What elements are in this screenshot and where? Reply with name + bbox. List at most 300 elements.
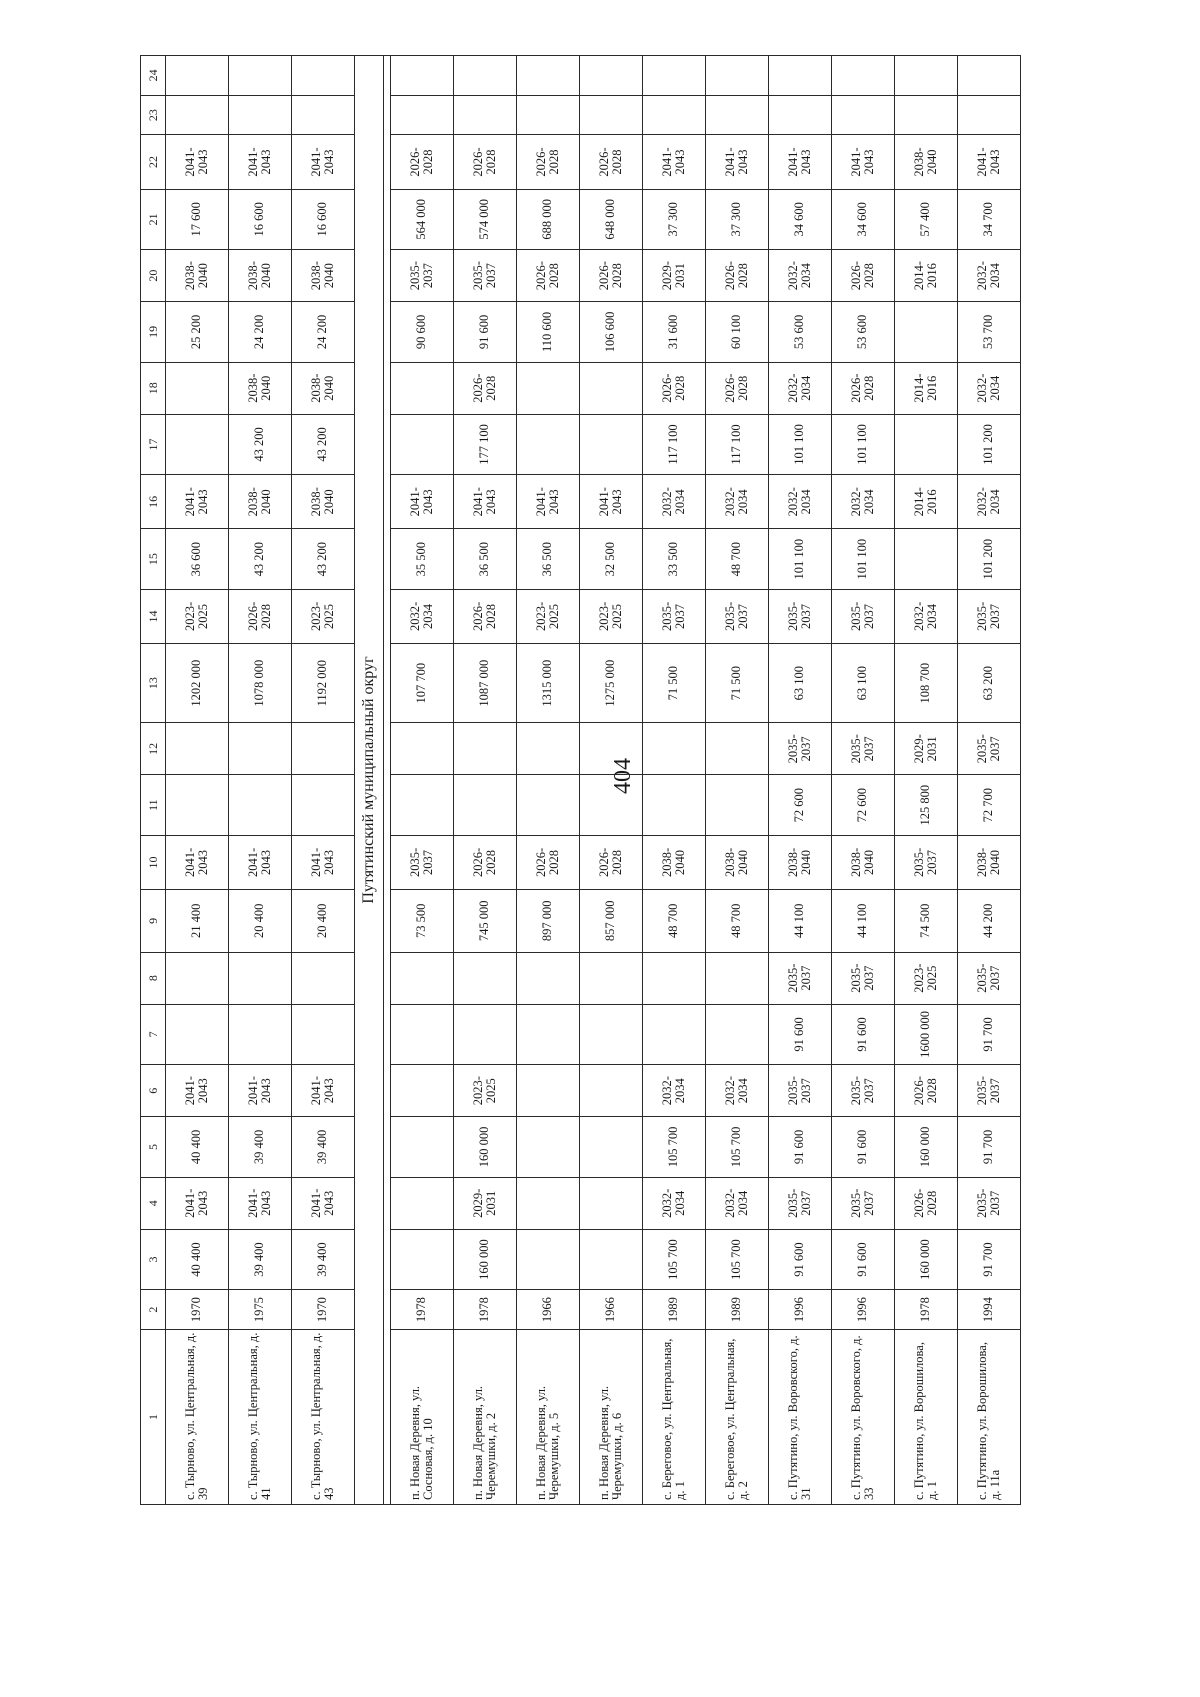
table-row [391,56,454,1505]
table-cell: 36 600 [166,529,229,589]
table-cell: 32 500 [580,529,643,589]
table-cell: 2041-2043 [166,475,229,529]
table-cell [706,95,769,135]
table-cell: 1989 [643,1290,706,1330]
table-cell: 33 500 [643,529,706,589]
column-number-header: 23 [141,95,166,135]
table-row [769,56,832,1505]
table-cell [643,95,706,135]
table-cell: 2038-2040 [292,475,355,529]
table-cell: 110 600 [517,302,580,362]
table-cell: 2041-2043 [832,135,895,189]
table-cell [706,723,769,775]
table-cell [229,952,292,1004]
table-cell: 48 700 [706,890,769,953]
column-number-header: 7 [141,1004,166,1064]
table-row [292,56,355,1505]
column-number-header: 9 [141,890,166,953]
table-cell: 60 100 [706,302,769,362]
table-cell: 2038-2040 [643,835,706,889]
table-cell: 63 100 [832,644,895,723]
table-cell [580,95,643,135]
table-cell [292,56,355,96]
table-cell: 1078 000 [229,644,292,723]
table-cell: 37 300 [706,189,769,249]
column-number-header: 15 [141,529,166,589]
spacer-row [384,56,391,1505]
table-cell: 1975 [229,1290,292,1330]
table-cell: 1600 000 [895,1004,958,1064]
table-cell: 2041-2043 [166,1177,229,1229]
table-cell: 2035-2037 [769,723,832,775]
table-cell: 2038-2040 [229,250,292,302]
table-cell: 564 000 [391,189,454,249]
table-cell [391,1177,454,1229]
table-cell: 57 400 [895,189,958,249]
table-cell: 108 700 [895,644,958,723]
table-cell [643,1004,706,1064]
table-cell [391,1117,454,1177]
column-number-header: 4 [141,1177,166,1229]
table-cell: 160 000 [895,1117,958,1177]
address-cell: п. Новая Деревня, ул. Черемушки, д. 5 [517,1329,580,1504]
table-cell [706,1004,769,1064]
table-cell: 2026-2028 [454,835,517,889]
page-number: 404 [610,758,636,794]
table-cell: 2041-2043 [229,135,292,189]
table-cell: 2032-2034 [832,475,895,529]
table-cell: 72 700 [958,775,1021,835]
table-cell [895,95,958,135]
table-cell: 91 700 [958,1117,1021,1177]
table-row [706,56,769,1505]
section-row [355,56,384,1505]
table-cell: 20 400 [229,890,292,953]
rotated-table-container [140,55,1080,1505]
table-cell [454,952,517,1004]
table-cell [391,414,454,474]
table-cell [454,56,517,96]
table-cell [895,56,958,96]
table-cell: 91 600 [769,1229,832,1289]
table-row [832,56,895,1505]
table-cell: 177 100 [454,414,517,474]
table-cell: 24 200 [229,302,292,362]
table-cell: 1996 [769,1290,832,1330]
address-cell: с. Путятино, ул. Ворошилова, д. 11а [958,1329,1021,1504]
table-cell: 39 400 [229,1229,292,1289]
table-cell: 34 700 [958,189,1021,249]
table-cell [517,723,580,775]
table-cell: 53 700 [958,302,1021,362]
table-row [643,56,706,1505]
table-cell: 74 500 [895,890,958,953]
table-row [895,56,958,1505]
table-cell: 2026-2028 [517,250,580,302]
address-cell: п. Новая Деревня, ул. Черемушки, д. 6 [580,1329,643,1504]
table-cell: 2041-2043 [292,1065,355,1117]
table-cell: 35 500 [391,529,454,589]
table-cell [391,775,454,835]
table-cell: 1996 [832,1290,895,1330]
table-cell: 2029-2031 [454,1177,517,1229]
table-cell: 91 600 [832,1117,895,1177]
table-cell [391,1065,454,1117]
table-cell: 2035-2037 [832,1177,895,1229]
table-cell: 2014-2016 [895,475,958,529]
table-cell: 2032-2034 [391,589,454,643]
column-number-header: 21 [141,189,166,249]
table-cell: 37 300 [643,189,706,249]
spacer-cell [384,56,391,1505]
table-cell [580,1177,643,1229]
table-cell: 2026-2028 [580,135,643,189]
table-cell: 1087 000 [454,644,517,723]
table-cell [229,1004,292,1064]
table-cell: 2041-2043 [292,135,355,189]
table-cell: 2035-2037 [832,723,895,775]
table-cell: 2038-2040 [832,835,895,889]
table-cell [895,302,958,362]
table-cell [454,723,517,775]
table-cell: 2035-2037 [643,589,706,643]
table-cell: 2023-2025 [517,589,580,643]
table-cell: 53 600 [832,302,895,362]
table-cell [706,775,769,835]
table-cell: 2035-2037 [958,1177,1021,1229]
table-cell [229,56,292,96]
table-cell: 48 700 [706,529,769,589]
table-cell: 2038-2040 [292,250,355,302]
table-cell: 2041-2043 [292,1177,355,1229]
table-cell: 2035-2037 [832,1065,895,1117]
table-cell: 91 600 [769,1004,832,1064]
table-cell [643,952,706,1004]
table-cell: 34 600 [769,189,832,249]
table-cell: 2041-2043 [229,835,292,889]
table-cell: 2032-2034 [643,1177,706,1229]
address-cell: с. Путятино, ул. Ворошилова, д. 1 [895,1329,958,1504]
table-cell [292,1004,355,1064]
table-cell: 1978 [895,1290,958,1330]
table-cell: 2026-2028 [832,250,895,302]
table-cell: 2041-2043 [166,135,229,189]
table-cell: 160 000 [454,1229,517,1289]
table-cell: 44 200 [958,890,1021,953]
table-body [141,56,1021,1505]
table-cell: 2035-2037 [958,952,1021,1004]
table-cell: 2041-2043 [643,135,706,189]
table-cell: 2038-2040 [292,362,355,414]
table-cell: 21 400 [166,890,229,953]
table-cell: 39 400 [292,1229,355,1289]
address-cell: с. Береговое, ул. Центральная, д. 1 [643,1329,706,1504]
column-number-header: 13 [141,644,166,723]
address-cell: с. Береговое, ул. Центральная, д. 2 [706,1329,769,1504]
table-cell: 1275 000 [580,644,643,723]
table-cell: 1202 000 [166,644,229,723]
table-cell: 2041-2043 [769,135,832,189]
table-cell: 1966 [580,1290,643,1330]
table-cell: 2038-2040 [706,835,769,889]
table-cell [517,952,580,1004]
table-cell: 2023-2025 [292,589,355,643]
column-number-header: 18 [141,362,166,414]
table-cell [580,1117,643,1177]
table-cell: 101 100 [832,414,895,474]
table-cell [643,723,706,775]
table-cell: 16 600 [229,189,292,249]
table-cell: 101 100 [832,529,895,589]
table-cell [769,95,832,135]
table-cell: 101 100 [769,529,832,589]
table-cell: 2035-2037 [832,952,895,1004]
table-cell: 117 100 [706,414,769,474]
table-cell: 2023-2025 [454,1065,517,1117]
table-cell: 2032-2034 [958,250,1021,302]
table-cell [517,362,580,414]
column-number-header: 6 [141,1065,166,1117]
table-cell: 90 600 [391,302,454,362]
table-cell: 2038-2040 [229,362,292,414]
table-cell: 53 600 [769,302,832,362]
table-row [229,56,292,1505]
table-cell [580,1229,643,1289]
column-number-header: 8 [141,952,166,1004]
column-number-header: 2 [141,1290,166,1330]
table-cell: 2023-2025 [166,589,229,643]
table-cell: 106 600 [580,302,643,362]
column-number-header: 17 [141,414,166,474]
table-cell: 1192 000 [292,644,355,723]
column-number-header: 11 [141,775,166,835]
table-cell: 91 600 [832,1229,895,1289]
table-cell: 2041-2043 [580,475,643,529]
column-number-header: 1 [141,1329,166,1504]
table-cell [769,56,832,96]
table-cell [391,723,454,775]
table-cell: 1970 [292,1290,355,1330]
table-cell: 2041-2043 [229,1177,292,1229]
table-cell: 91 600 [769,1117,832,1177]
table-row [166,56,229,1505]
table-cell [166,1004,229,1064]
table-cell: 2026-2028 [517,835,580,889]
table-cell: 2035-2037 [895,835,958,889]
table-cell: 101 100 [769,414,832,474]
table-cell [580,723,643,775]
address-cell: п. Новая Деревня, ул. Сосновая, д. 10 [391,1329,454,1504]
column-number-header: 19 [141,302,166,362]
table-cell: 2032-2034 [958,475,1021,529]
column-number-header: 5 [141,1117,166,1177]
table-cell: 2032-2034 [706,1065,769,1117]
table-cell: 2035-2037 [832,589,895,643]
table-cell: 1978 [454,1290,517,1330]
address-cell: с. Тырново, ул. Центральная, д. 41 [229,1329,292,1504]
table-cell: 2026-2028 [517,135,580,189]
table-cell: 2032-2034 [706,475,769,529]
table-cell: 105 700 [643,1229,706,1289]
table-cell: 2029-2031 [895,723,958,775]
table-cell [166,723,229,775]
table-cell: 2026-2028 [895,1177,958,1229]
section-title: Путятинский муниципальный округ [355,56,384,1505]
table-cell [229,775,292,835]
table-cell: 63 100 [769,644,832,723]
table-cell: 1315 000 [517,644,580,723]
table-cell [229,95,292,135]
table-cell [958,56,1021,96]
table-cell: 2026-2028 [706,250,769,302]
table-cell: 2041-2043 [166,835,229,889]
table-cell: 107 700 [391,644,454,723]
table-cell: 43 200 [292,414,355,474]
table-cell [517,56,580,96]
table-cell [391,1004,454,1064]
table-cell: 40 400 [166,1229,229,1289]
table-cell: 2035-2037 [769,1177,832,1229]
table-cell: 2038-2040 [958,835,1021,889]
table-cell [166,95,229,135]
table-cell [832,95,895,135]
table-cell [166,952,229,1004]
table-cell: 72 600 [832,775,895,835]
table-cell [292,952,355,1004]
table-cell: 2041-2043 [391,475,454,529]
table-cell [643,56,706,96]
table-cell: 1989 [706,1290,769,1330]
table-cell [454,775,517,835]
table-cell: 25 200 [166,302,229,362]
table-cell: 101 200 [958,529,1021,589]
table-cell: 2035-2037 [958,723,1021,775]
table-cell: 2041-2043 [229,1065,292,1117]
table-row [580,56,643,1505]
table-cell [895,529,958,589]
table-cell: 2035-2037 [454,250,517,302]
table-cell: 2026-2028 [454,135,517,189]
table-cell: 40 400 [166,1117,229,1177]
table-cell: 72 600 [769,775,832,835]
table-cell: 36 500 [517,529,580,589]
table-cell [292,95,355,135]
table-cell: 897 000 [517,890,580,953]
table-cell: 2035-2037 [958,1065,1021,1117]
table-cell: 2035-2037 [958,589,1021,643]
table-cell: 16 600 [292,189,355,249]
table-cell: 2032-2034 [895,589,958,643]
table-cell: 39 400 [292,1117,355,1177]
table-cell: 91 700 [958,1229,1021,1289]
table-cell [580,775,643,835]
table-cell: 43 200 [229,414,292,474]
table-cell: 1966 [517,1290,580,1330]
table-cell [166,775,229,835]
table-cell: 2035-2037 [769,952,832,1004]
table-cell [517,95,580,135]
table-cell: 648 000 [580,189,643,249]
table-cell: 2035-2037 [769,589,832,643]
table-cell: 71 500 [706,644,769,723]
table-cell: 2041-2043 [517,475,580,529]
table-cell: 2032-2034 [769,250,832,302]
table-cell: 117 100 [643,414,706,474]
column-number-header: 24 [141,56,166,96]
table-cell: 71 500 [643,644,706,723]
table-cell: 63 200 [958,644,1021,723]
table-cell: 2041-2043 [958,135,1021,189]
table-cell: 1970 [166,1290,229,1330]
table-cell: 2026-2028 [229,589,292,643]
table-cell: 101 200 [958,414,1021,474]
table-cell: 2032-2034 [958,362,1021,414]
table-cell: 2041-2043 [706,135,769,189]
table-cell: 2032-2034 [769,475,832,529]
column-number-header: 22 [141,135,166,189]
table-cell [580,952,643,1004]
table-cell: 2026-2028 [580,835,643,889]
table-cell: 20 400 [292,890,355,953]
table-cell [517,1065,580,1117]
table-cell: 2038-2040 [229,475,292,529]
table-cell: 2035-2037 [706,589,769,643]
table-cell: 160 000 [895,1229,958,1289]
address-cell: с. Путятино, ул. Воровского, д. 33 [832,1329,895,1504]
table-row [958,56,1021,1505]
table-cell: 2038-2040 [895,135,958,189]
table-cell [292,723,355,775]
table-cell: 2035-2037 [769,1065,832,1117]
table-cell: 39 400 [229,1117,292,1177]
table-cell [643,775,706,835]
table-cell: 91 600 [454,302,517,362]
address-cell: с. Тырново, ул. Центральная, д. 43 [292,1329,355,1504]
address-cell: п. Новая Деревня, ул. Черемушки, д. 2 [454,1329,517,1504]
table-cell: 160 000 [454,1117,517,1177]
table-cell [517,775,580,835]
table-cell: 105 700 [706,1229,769,1289]
table-row [454,56,517,1505]
table-cell [391,95,454,135]
table-cell: 34 600 [832,189,895,249]
table-cell [292,775,355,835]
column-number-header: 20 [141,250,166,302]
table-cell: 2041-2043 [166,1065,229,1117]
table-cell [517,1229,580,1289]
table-cell: 36 500 [454,529,517,589]
table-cell: 2026-2028 [454,589,517,643]
table-cell [517,1117,580,1177]
table-cell [454,95,517,135]
table-cell: 2029-2031 [643,250,706,302]
table-cell: 2026-2028 [454,362,517,414]
table-cell: 125 800 [895,775,958,835]
table-cell: 574 000 [454,189,517,249]
table-cell: 43 200 [292,529,355,589]
table-cell: 2041-2043 [292,835,355,889]
table-cell [580,362,643,414]
table-cell: 2035-2037 [391,250,454,302]
table-cell [706,952,769,1004]
table-cell: 91 600 [832,1004,895,1064]
table-row [517,56,580,1505]
column-number-header: 12 [141,723,166,775]
table-cell: 2032-2034 [769,362,832,414]
table-cell [391,1229,454,1289]
table-cell: 2026-2028 [643,362,706,414]
table-cell: 2026-2028 [895,1065,958,1117]
